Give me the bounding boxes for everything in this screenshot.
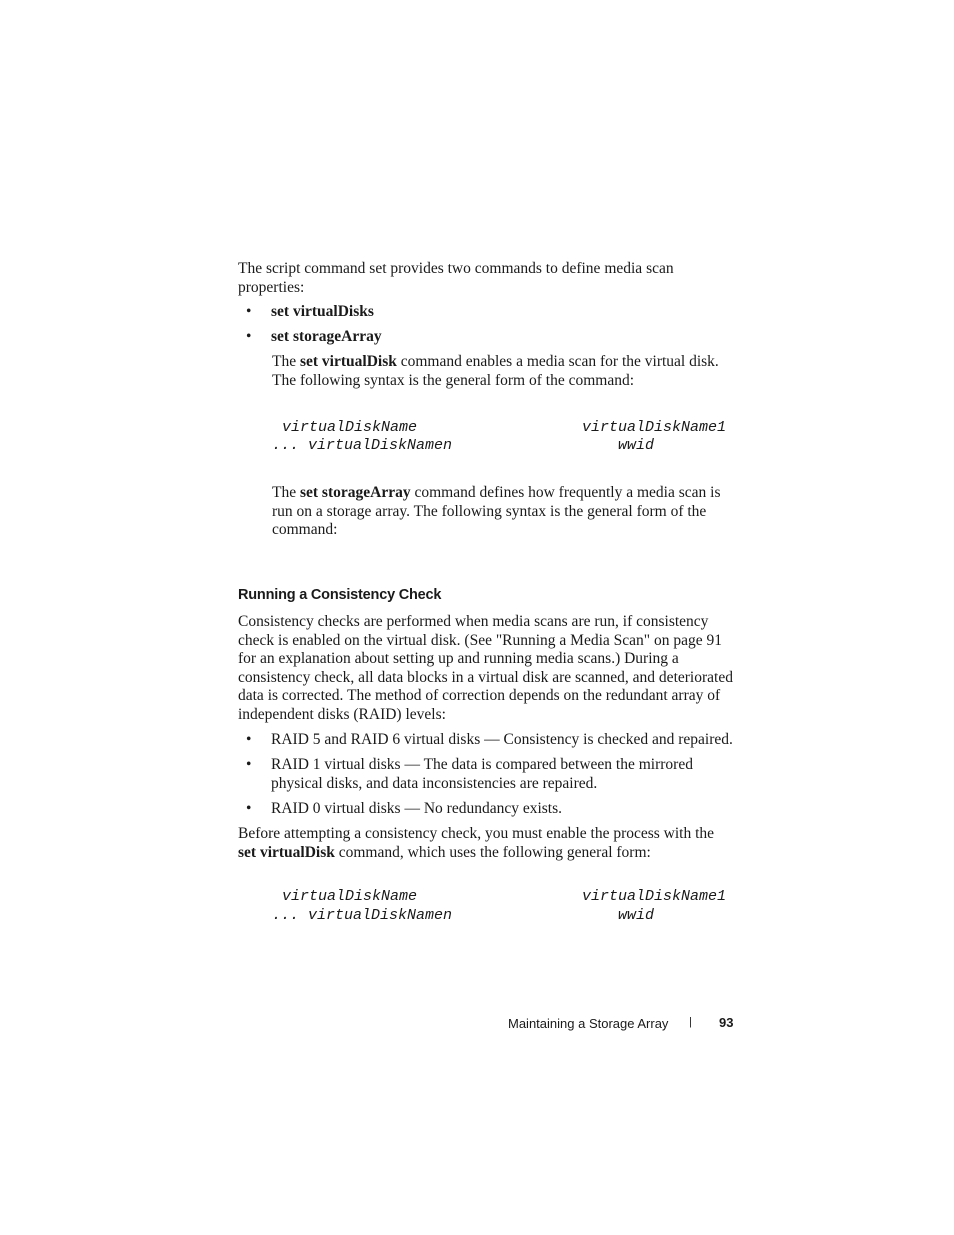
paragraph-line: for an explanation about setting up and running media scans.) During a	[238, 650, 679, 668]
paragraph-line	[238, 844, 714, 863]
storagearray-paragraph	[272, 484, 721, 540]
intro-paragraph	[238, 260, 674, 297]
text-run: The	[272, 484, 300, 501]
section-heading: Running a Consistency Check	[238, 587, 442, 603]
text-run: The	[272, 353, 300, 370]
text-run: command, which uses the following general form:	[334, 843, 651, 861]
command-name: set virtualDisk	[299, 353, 397, 370]
paragraph-line: Before attempting a consistency check, you must enable the process with the	[238, 825, 715, 842]
paragraph-line: consistency check, all data blocks in a virtual disk are scanned, and deteriorated	[238, 668, 733, 686]
paragraph-line: RAID 0 virtual disks — No redundancy exists.	[271, 800, 563, 817]
code-param: wwid	[618, 437, 655, 454]
text-run: command enables a media scan for the virtual disk.	[396, 353, 719, 370]
footer-title: Maintaining a Storage Array	[508, 1016, 669, 1031]
list-item-text	[271, 756, 693, 793]
consistency-paragraph	[238, 613, 733, 725]
list-item-text	[271, 731, 733, 750]
code-param: ... virtualDiskNamen	[272, 437, 453, 454]
paragraph-line: RAID 1 virtual disks — The data is compared between the mirrored	[271, 756, 693, 773]
paragraph-line: data is corrected. The method of correction depends on the redundant array of	[238, 687, 721, 705]
bullet-symbol: •	[246, 800, 252, 817]
paragraph-line: physical disks, and data inconsistencies are repaired.	[271, 774, 598, 792]
paragraph-line	[272, 353, 719, 372]
paragraph-line: run on a storage array. The following syntax is the general form of the	[272, 502, 707, 520]
code-param: virtualDiskName1	[582, 419, 727, 436]
list-item-text	[271, 800, 562, 819]
paragraph-line: check is enabled on the virtual disk. (See "Running a Media Scan" on page 91	[238, 631, 722, 649]
intro-line-1: The script command set provides two commands to define media scan	[238, 260, 674, 277]
list-item-text: set virtualDisks	[271, 303, 374, 320]
command-name: set storageArray	[299, 484, 411, 501]
list-item-text: set storageArray	[271, 328, 382, 345]
code-param: virtualDiskName1	[582, 888, 727, 905]
paragraph-line: command:	[272, 521, 338, 539]
paragraph-line: The following syntax is the general form of the command:	[272, 371, 635, 389]
command-name: set virtualDisk	[238, 843, 335, 861]
footer-separator: |	[689, 1016, 692, 1028]
bullet-symbol: •	[246, 328, 252, 345]
before-paragraph	[238, 825, 714, 862]
code-param: wwid	[618, 907, 655, 924]
bullet-symbol: •	[246, 756, 252, 773]
code-param: virtualDiskName	[282, 888, 418, 905]
text-run: command defines how frequently a media scan is	[410, 484, 721, 501]
bullet-symbol: •	[246, 731, 252, 748]
bullet-symbol: •	[246, 303, 252, 320]
paragraph-line: Consistency checks are performed when media scans are run, if consistency	[238, 613, 709, 630]
intro-line-2: properties:	[238, 278, 305, 296]
paragraph-line: RAID 5 and RAID 6 virtual disks — Consistency is checked and repaired.	[271, 731, 733, 748]
page-number: 93	[719, 1015, 734, 1030]
paragraph-line	[272, 484, 721, 503]
paragraph-line: independent disks (RAID) levels:	[238, 705, 446, 723]
virtualdisk-paragraph	[272, 353, 719, 390]
code-param: virtualDiskName	[282, 419, 418, 436]
code-param: ... virtualDiskNamen	[272, 907, 453, 924]
